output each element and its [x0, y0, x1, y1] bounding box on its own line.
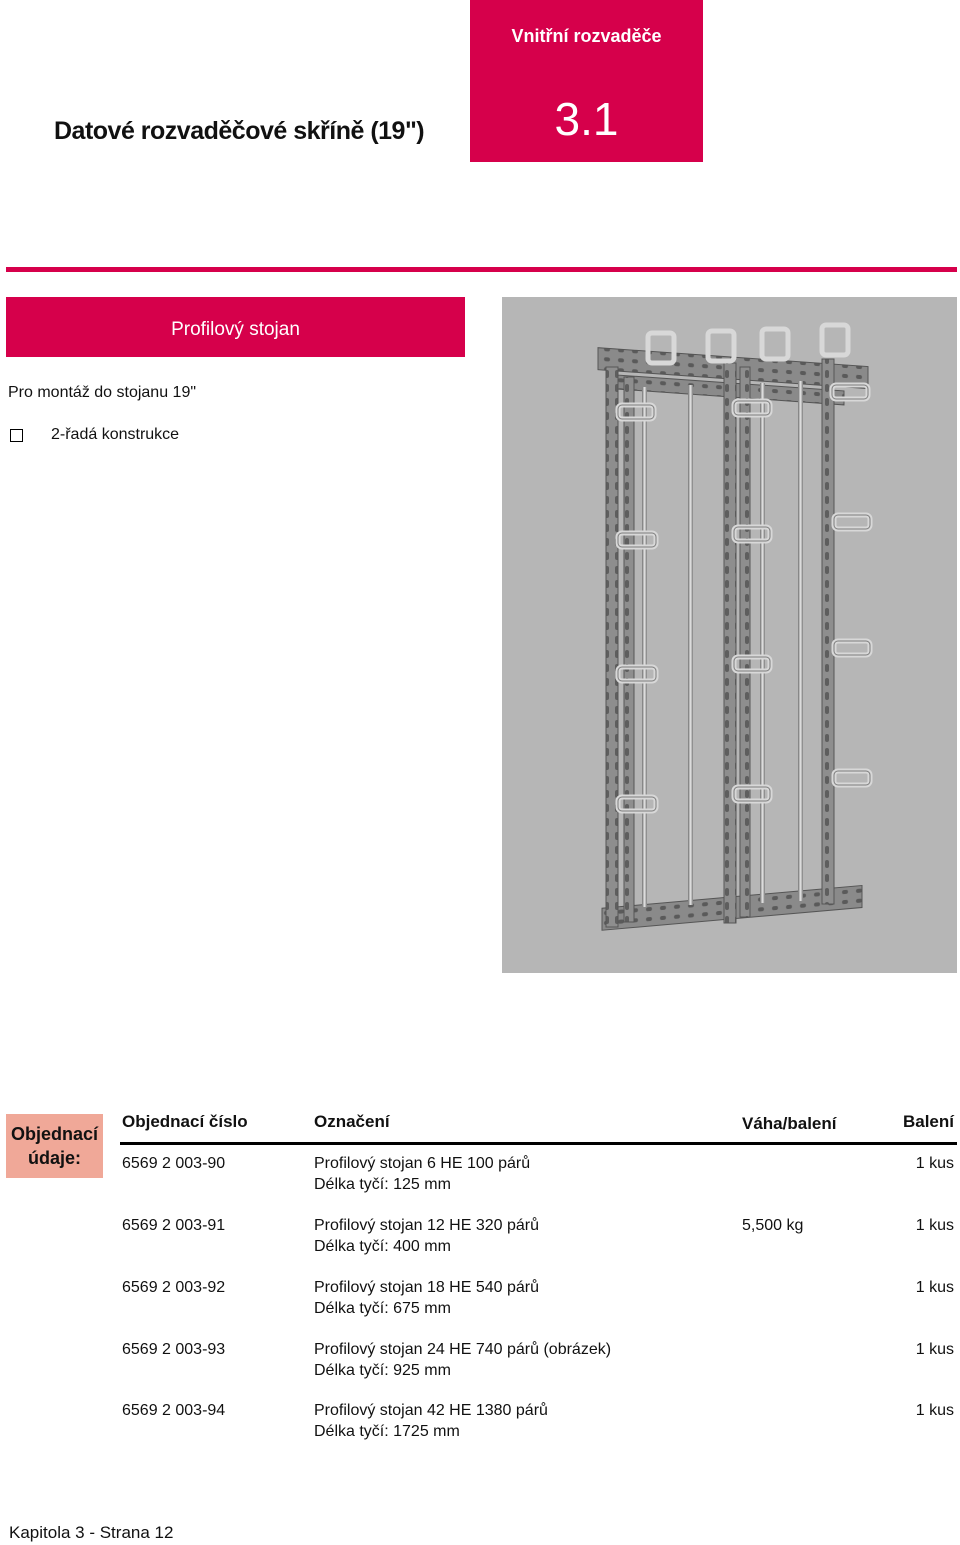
- table-row: [0, 1402, 960, 1462]
- feature-bullet: [10, 426, 179, 444]
- order-data-badge-line2: údaje:: [27, 1148, 81, 1168]
- page-title: Datové rozvaděčové skříně (19"): [54, 117, 425, 145]
- designation: Profilový stojan 12 HE 320 párů: [314, 1217, 540, 1234]
- section-description: Pro montáž do stojanu 19": [8, 384, 197, 401]
- header-divider: [6, 267, 957, 272]
- feature-bullet-label: 2-řadá konstrukce: [51, 426, 180, 443]
- section-title: Profilový stojan: [6, 297, 465, 357]
- category-block: [470, 0, 703, 162]
- rod-length: Délka tyčí: 400 mm: [314, 1238, 451, 1255]
- rod-length: Délka tyčí: 675 mm: [314, 1300, 451, 1317]
- weight-value: 5,500 kg: [742, 1217, 804, 1234]
- order-number: 6569 2 003-90: [122, 1155, 226, 1172]
- designation: Profilový stojan 42 HE 1380 párů: [314, 1402, 548, 1419]
- packaging: 1 kus: [915, 1217, 954, 1234]
- rod-length: Délka tyčí: 925 mm: [314, 1362, 451, 1379]
- table-row: [0, 1279, 960, 1339]
- table-row: [0, 1155, 960, 1215]
- designation: Profilový stojan 18 HE 540 párů: [314, 1279, 540, 1296]
- checkbox-icon: [10, 429, 23, 442]
- order-data-badge-line1: Objednací: [10, 1124, 99, 1144]
- designation: Profilový stojan 6 HE 100 párů: [314, 1155, 531, 1172]
- column-header-designation: Označení: [314, 1112, 390, 1131]
- category-label: Vnitřní rozvaděče: [511, 26, 662, 46]
- column-header-order-number: Objednací číslo: [122, 1112, 248, 1131]
- profile-rack-image: [502, 297, 957, 973]
- packaging: 1 kus: [915, 1402, 954, 1419]
- order-number: 6569 2 003-92: [122, 1279, 226, 1296]
- chapter-number: 3.1: [554, 93, 619, 145]
- designation: Profilový stojan 24 HE 740 párů (obrázek): [314, 1341, 612, 1358]
- page-footer: Kapitola 3 - Strana 12: [9, 1523, 174, 1542]
- table-row: [0, 1217, 960, 1277]
- order-number: 6569 2 003-93: [122, 1341, 226, 1358]
- table-header-rule: [120, 1142, 957, 1145]
- table-row: [0, 1341, 960, 1401]
- column-header-weight: Váha/balení: [742, 1114, 837, 1133]
- packaging: 1 kus: [915, 1341, 954, 1358]
- rod-length: Délka tyčí: 125 mm: [314, 1176, 451, 1193]
- order-number: 6569 2 003-91: [122, 1217, 226, 1234]
- column-header-packaging: Balení: [902, 1112, 954, 1131]
- packaging: 1 kus: [915, 1155, 954, 1172]
- rod-length: Délka tyčí: 1725 mm: [314, 1423, 460, 1440]
- order-number: 6569 2 003-94: [122, 1402, 226, 1419]
- product-photo: [502, 297, 957, 973]
- packaging: 1 kus: [915, 1279, 954, 1296]
